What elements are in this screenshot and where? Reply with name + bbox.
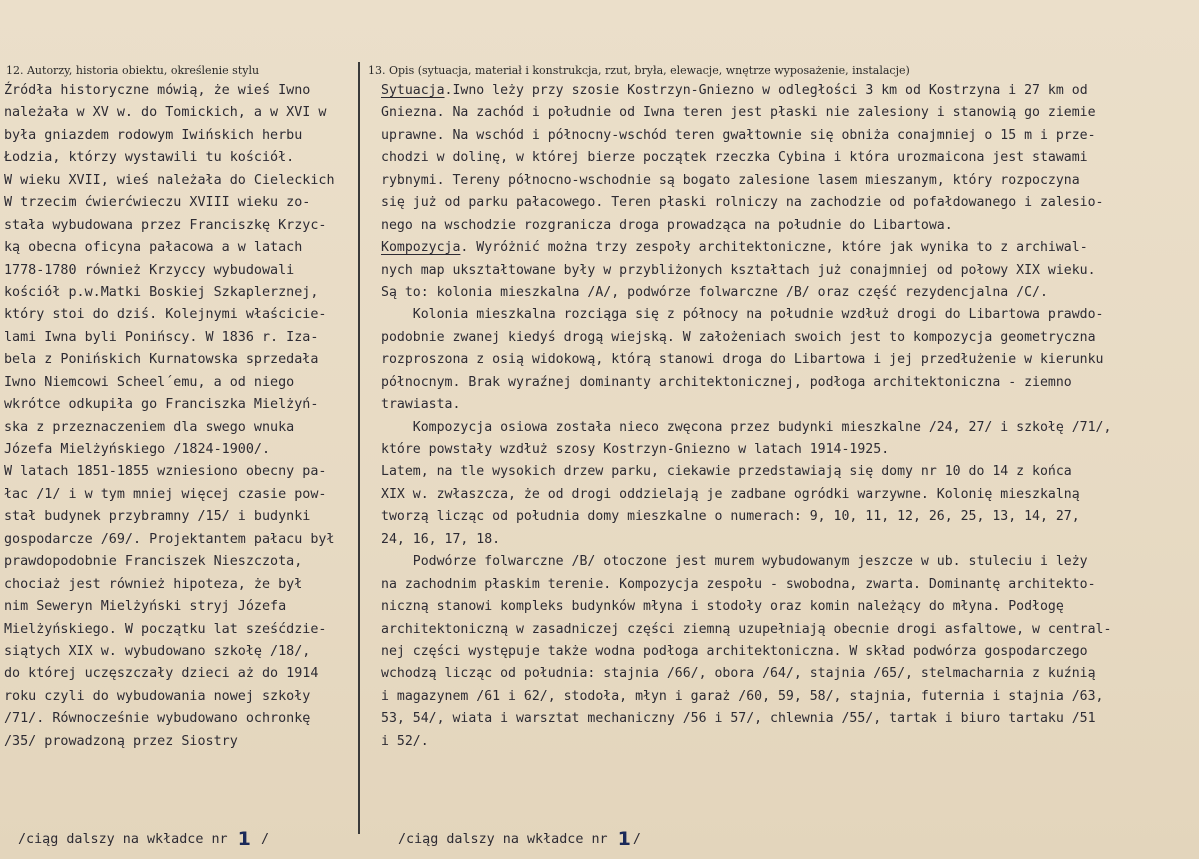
text-line: chodzi w dolinę, w której bierze początek rzeczka Cybina i która urozmaicona jest stawami bbox=[381, 150, 1088, 166]
text-line: Iwno Niemcowi Scheel´emu, a od niego bbox=[4, 374, 295, 390]
text-line: 53, 54/, wiata i warsztat mechaniczny /56 i 57/, chlewnia /55/, tartak i biuro tartaku /51 bbox=[381, 711, 1096, 727]
text-line: się już od parku pałacowego. Teren płaski rolniczy na zachodzie od pofałdowanego i zalesio- bbox=[381, 195, 1104, 211]
right-column-header: 13. Opis (sytuacja, materiał i konstrukcja, rzut, bryła, elewacje, wnętrze wyposażenie, instalacje) bbox=[368, 64, 910, 77]
handwritten-insert-number: 1 bbox=[617, 828, 631, 850]
text-line: które powstały wzdłuż szosy Kostrzyn-Gniezno w latach 1914-1925. bbox=[381, 442, 890, 457]
text-line: nim Seweryn Mielżyński stryj Józefa bbox=[4, 599, 287, 615]
text-line: podobnie zwanej kiedyś drogą wiejską. W założeniach swoich jest to kompozycja geometryczna bbox=[381, 329, 1096, 345]
text-line: Mielżyńskiego. W początku lat sześćdzie- bbox=[4, 621, 327, 637]
continuation-text: /ciąg dalszy na wkładce nr bbox=[398, 832, 608, 847]
text-line: ska z przeznaczeniem dla swego wnuka bbox=[4, 419, 295, 435]
situation-label: Sytuacja bbox=[381, 83, 445, 98]
text-line: Łodzia, którzy wystawili tu kościół. bbox=[4, 150, 295, 166]
description-text bbox=[381, 80, 1193, 753]
text-line: Kolonia mieszkalna rozciąga się z północy na południe wzdłuż drogi do Libartowa prawdo- bbox=[381, 307, 1104, 323]
text-line: /35/ prowadzoną przez Siostry bbox=[4, 733, 238, 749]
text-line: na zachodnim płaskim terenie. Kompozycja zespołu - swobodna, zwarta. Dominantę architekto- bbox=[381, 576, 1096, 592]
text-line: nego na wschodzie rozgranicza droga prowadząca na południe do Libartowa. bbox=[381, 217, 953, 233]
text-line: stał budynek przybramny /15/ i budynki bbox=[4, 509, 311, 525]
text-line: była gniazdem rodowym Iwińskich herbu bbox=[4, 127, 303, 143]
composition-first-line: . Wyróżnić można trzy zespoły architektoniczne, które jak wynika to z archiwal- bbox=[460, 240, 1088, 256]
continuation-end: / bbox=[632, 832, 641, 847]
right-continuation-note bbox=[398, 828, 641, 850]
history-text bbox=[4, 80, 356, 753]
text-line: kościół p.w.Matki Boskiej Szkaplerznej, bbox=[4, 284, 319, 300]
text-line: łac /1/ i w tym mniej więcej czasie pow- bbox=[4, 486, 327, 502]
text-line: gospodarcze /69/. Projektantem pałacu był bbox=[4, 531, 335, 547]
text-line: północnym. Brak wyraźnej dominanty architektonicznej, podłoga architektoniczna - ziemno bbox=[381, 374, 1072, 390]
text-line: który stoi do dziś. Kolejnymi właściciе- bbox=[4, 307, 327, 323]
handwritten-insert-number: 1 bbox=[237, 828, 251, 850]
composition-label: Kompozycja bbox=[381, 240, 461, 256]
text-line: W wieku XVII, wieś należała do Cieleckich bbox=[4, 172, 335, 188]
text-line: roku czyli do wybudowania nowej szkoły bbox=[4, 688, 311, 704]
text-line: tworzą licząc od południa domy mieszkalne o numerach: 9, 10, 11, 12, 26, 25, 13, 14, 27, bbox=[381, 509, 1080, 525]
left-continuation-note bbox=[18, 828, 269, 850]
situation-line bbox=[381, 80, 1193, 102]
text-line: niczną stanowi kompleks budynków młyna i stodoły oraz komin należący do młyna. Podłogę bbox=[381, 599, 1064, 615]
text-line: stała wybudowana przez Franciszkę Krzyc- bbox=[4, 217, 327, 233]
text-line: wkrótce odkupiła go Franciszka Mielżyń- bbox=[4, 397, 319, 413]
text-line: nej części występuje także wodna podłoga architektoniczna. W skład podwórza gospodarczego bbox=[381, 643, 1088, 659]
text-line: i 52/. bbox=[381, 733, 429, 749]
left-column-header: 12. Autorzy, historia obiektu, określenie stylu bbox=[6, 64, 260, 77]
text-line: XIX w. zwłaszcza, że od drogi oddzielają je zadbane ogródki warzywne. Kolonię mieszkalną bbox=[381, 486, 1080, 502]
text-line: 24, 16, 17, 18. bbox=[381, 531, 501, 547]
text-line: wchodzą licząc od południa: stajnia /66/, obora /64/, stajnia /65/, stelmacharnia z kuźnią bbox=[381, 666, 1096, 682]
text-line: chociaż jest również hipoteza, że był bbox=[4, 576, 303, 592]
text-line: W trzecim ćwierćwieczu XVIII wieku zo- bbox=[4, 195, 311, 211]
text-line: W latach 1851-1855 wzniesiono obecny pa- bbox=[4, 464, 327, 480]
text-line: Podwórze folwarczne /B/ otoczone jest murem wybudowanym jeszcze w ub. stuleciu i leży bbox=[381, 554, 1088, 570]
text-line: trawiasta. bbox=[381, 397, 461, 413]
text-line: siątych XIX w. wybudowano szkołę /18/, bbox=[4, 643, 311, 659]
text-line: nych map ukształtowane były w przybliżonych kształtach już conajmniej od połowy XIX wieku. bbox=[381, 262, 1096, 278]
text-line: rybnymi. Tereny północno-wschodnie są bogato zalesione lasem mieszanym, który rozpoczyna bbox=[381, 172, 1080, 188]
text-line: ką obecna oficyna pałacowa a w latach bbox=[4, 240, 303, 256]
text-line: Źródła historyczne mówią, że wieś Iwno bbox=[4, 83, 311, 98]
continuation-end: / bbox=[260, 832, 270, 847]
text-line: Są to: kolonia mieszkalna /A/, podwórze folwarczne /B/ oraz część rezydencjalna /C/. bbox=[381, 284, 1048, 300]
text-line: lami Iwna byli Ponińscy. W 1836 r. Iza- bbox=[4, 329, 319, 345]
text-line: architektoniczną w zasadniczej części ziemną uzupełniają obecnie drogi asfaltowe, w central- bbox=[381, 621, 1112, 637]
text-line: 1778-1780 również Krzyccy wybudowali bbox=[4, 262, 295, 278]
text-line: należała w XV w. do Tomickich, a w XVI w bbox=[4, 105, 327, 121]
text-line: prawdopodobnie Franciszek Nieszczota, bbox=[4, 554, 303, 570]
composition-line bbox=[381, 237, 1193, 259]
text-line: i magazynem /61 i 62/, stodoła, młyn i garaż /60, 59, 58/, stajnia, futernia i stajnia /63, bbox=[381, 688, 1104, 704]
column-divider bbox=[358, 62, 360, 834]
text-line: uprawne. Na wschód i północny-wschód teren gwałtownie się obniża conajmniej o 15 m i prze- bbox=[381, 127, 1096, 143]
situation-first-line: .Iwno leży przy szosie Kostrzyn-Gniezno w odległości 3 km od Kostrzyna i 27 km od bbox=[444, 83, 1088, 98]
text-line: /71/. Równocześnie wybudowano ochronkę bbox=[4, 711, 311, 727]
text-line: do której uczęszczały dzieci aż do 1914 bbox=[4, 666, 319, 682]
text-line: bela z Ponińskich Kurnatowska sprzedała bbox=[4, 352, 319, 368]
continuation-text: /ciąg dalszy na wkładce nr bbox=[18, 832, 228, 847]
text-line: Kompozycja osiowa została nieco zwęcona przez budynki mieszkalne /24, 27/ i szkołę /71/, bbox=[381, 419, 1112, 435]
text-line: Latem, na tle wysokich drzew parku, ciekawie przedstawiają się domy nr 10 do 14 z końca bbox=[381, 464, 1072, 480]
text-line: Józefa Mielżyńskiego /1824-1900/. bbox=[4, 442, 271, 457]
text-line: rozproszona z osią widokową, którą stanowi droga do Libartowa i jej przedłużenie w kierunku bbox=[381, 352, 1104, 368]
text-line: Gniezna. Na zachód i południe od Iwna teren jest płaski nie zalesiony i stanowią go ziemie bbox=[381, 105, 1096, 121]
